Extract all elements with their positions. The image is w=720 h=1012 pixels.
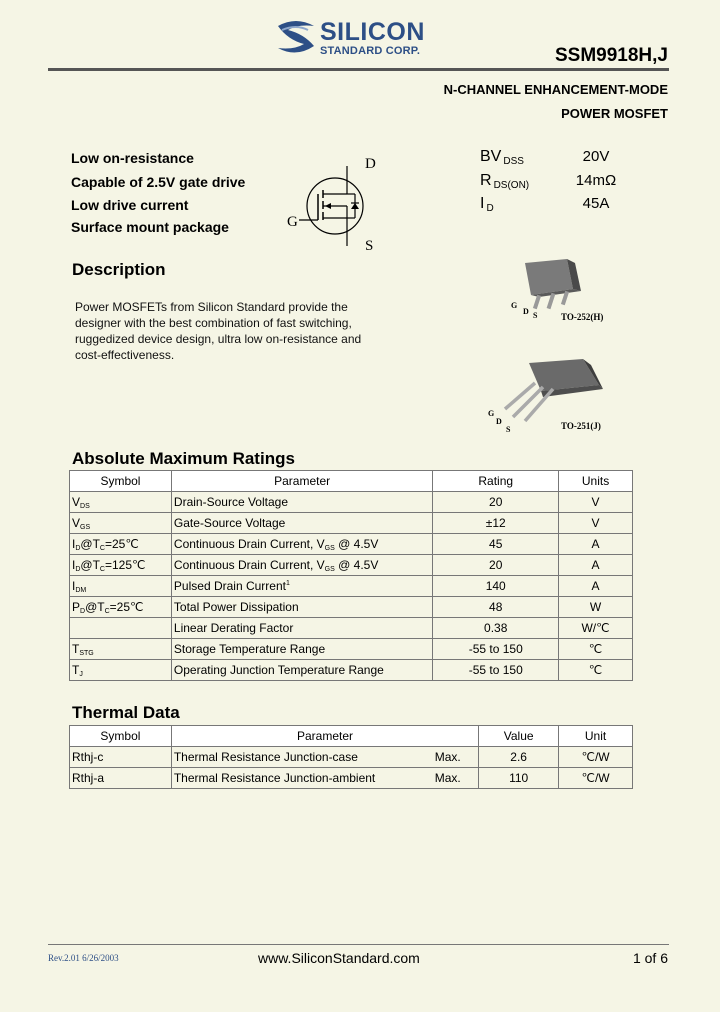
to252-label: TO-252(H) [561, 312, 604, 322]
table-row [70, 576, 633, 597]
unit-cell: ℃/W [559, 768, 633, 789]
sym: I [72, 536, 76, 551]
sym: I [72, 578, 76, 593]
symbol-cell [70, 639, 172, 660]
sym-sub: D [75, 565, 81, 573]
symbol-cell [70, 555, 172, 576]
schematic-pin-d: D [365, 156, 376, 172]
sym-sub: DS [80, 502, 90, 510]
table-row [70, 597, 633, 618]
thermal-heading: Thermal Data [72, 703, 180, 722]
qualifier-cell: Max. [433, 768, 479, 789]
part-number: SSM9918H,J [554, 45, 668, 66]
col-header: Symbol [70, 726, 172, 747]
spec-symbol-id [480, 195, 494, 214]
sym3: =25℃ [109, 599, 144, 614]
feature-item: Low on-resistance [71, 150, 194, 166]
footer-rule [48, 944, 669, 945]
description-text: Power MOSFETs from Silicon Standard provide the designer with the best combination of fast switching, ruggedized device design, ultra low on-resistance and cost-effectiveness. [75, 300, 362, 362]
unit-cell: A [559, 534, 633, 555]
spec-sub: D [486, 203, 494, 214]
thermal-table [69, 725, 633, 789]
table-row [70, 747, 633, 768]
sym2: @T [85, 599, 105, 614]
rating-cell: 45 [433, 534, 559, 555]
sym: V [72, 515, 81, 530]
sym: V [72, 494, 81, 509]
parameter-cell [171, 618, 432, 639]
unit-cell: A [559, 576, 633, 597]
parameter-cell [171, 597, 432, 618]
parameter-cell [171, 660, 432, 681]
unit-cell: V [559, 513, 633, 534]
spec-symbol-rdson [480, 172, 529, 191]
param: Drain-Source Voltage [173, 494, 288, 509]
symbol-cell [70, 513, 172, 534]
symbol-cell [70, 492, 172, 513]
param-sup: 1 [285, 579, 290, 587]
unit-cell: A [559, 555, 633, 576]
spec-symbol-bvdss [480, 148, 524, 167]
to252-pin-s: S [533, 311, 538, 320]
abs-max-table [69, 470, 633, 681]
logo-line2: STANDARD CORP. [320, 45, 421, 57]
col-header: Unit [559, 726, 633, 747]
sym: T [72, 641, 80, 656]
table-row [70, 768, 633, 789]
sym2: @T [80, 536, 100, 551]
rating-cell: 20 [433, 555, 559, 576]
footer-url[interactable]: www.SiliconStandard.com [258, 950, 420, 966]
spec-value-rdson: 14mΩ [575, 172, 617, 189]
mosfet-schematic [285, 156, 385, 256]
table-row [70, 639, 633, 660]
subtitle-line2: POWER MOSFET [561, 106, 668, 121]
feature-item: Capable of 2.5V gate drive [71, 174, 246, 190]
company-logo [274, 18, 444, 60]
table-row [70, 492, 633, 513]
rating-cell: ±12 [433, 513, 559, 534]
table-row [70, 555, 633, 576]
package-to252 [495, 255, 645, 330]
param-sub: GS [324, 565, 335, 573]
sym-sub: J [79, 670, 83, 678]
feature-item: Surface mount package [71, 219, 229, 235]
param: Gate-Source Voltage [173, 515, 286, 530]
parameter-cell [171, 492, 432, 513]
unit-cell: ℃/W [559, 747, 633, 768]
symbol-cell [70, 660, 172, 681]
param: Continuous Drain Current, V [173, 536, 325, 551]
sym-sub: D [80, 607, 86, 615]
sym-sub: D [75, 544, 81, 552]
unit-cell: V [559, 492, 633, 513]
parameter-cell: Thermal Resistance Junction-case [171, 747, 432, 768]
value-cell: 2.6 [479, 747, 559, 768]
symbol-cell: Rthj-a [70, 768, 172, 789]
parameter-cell [171, 513, 432, 534]
param: Continuous Drain Current, V [173, 557, 325, 572]
sym3: =125℃ [104, 557, 146, 572]
symbol-cell: Rthj-c [70, 747, 172, 768]
spec-value-bvdss: 20V [582, 148, 610, 165]
table-row [70, 513, 633, 534]
rating-cell: 0.38 [433, 618, 559, 639]
subtitle-line1: N-CHANNEL ENHANCEMENT-MODE [443, 82, 668, 97]
spec-sym: R [480, 172, 492, 189]
rating-cell: 20 [433, 492, 559, 513]
schematic-pin-g: G [287, 214, 298, 230]
col-header: Rating [433, 471, 559, 492]
spec-sub: DS(ON) [493, 180, 530, 191]
page-number: 1 of 6 [632, 950, 668, 966]
header-rule [48, 68, 669, 71]
param-tail: @ 4.5V [334, 557, 379, 572]
sym-sub: GS [80, 523, 91, 531]
param: Operating Junction Temperature Range [173, 662, 384, 677]
col-header: Units [559, 471, 633, 492]
col-header: Parameter [171, 726, 478, 747]
col-header: Symbol [70, 471, 172, 492]
qualifier-cell: Max. [433, 747, 479, 768]
rating-cell: -55 to 150 [433, 660, 559, 681]
to251-label: TO-251(J) [561, 421, 601, 431]
table-header-row [70, 726, 633, 747]
table-header-row [70, 471, 633, 492]
rating-cell: -55 to 150 [433, 639, 559, 660]
sym: I [72, 557, 76, 572]
symbol-cell [70, 597, 172, 618]
param: Total Power Dissipation [173, 599, 299, 614]
sym-sub2: C [99, 565, 105, 573]
parameter-cell: Thermal Resistance Junction-ambient [171, 768, 432, 789]
package-to251 [485, 355, 645, 435]
spec-value-id: 45A [582, 195, 610, 212]
to251-pin-d: D [496, 417, 502, 426]
sym-sub: STG [79, 649, 94, 657]
value-cell: 110 [479, 768, 559, 789]
parameter-cell [171, 555, 432, 576]
abs-max-heading: Absolute Maximum Ratings [72, 449, 295, 468]
param: Storage Temperature Range [173, 641, 326, 656]
sym-sub2: C [104, 607, 110, 615]
symbol-cell [70, 534, 172, 555]
sym-sub: DM [75, 586, 87, 594]
unit-cell: W/℃ [559, 618, 633, 639]
param: Pulsed Drain Current [173, 578, 286, 593]
param: Linear Derating Factor [173, 620, 294, 635]
schematic-pin-s: S [365, 238, 374, 254]
spec-sym: BV [480, 148, 502, 165]
sym-sub2: C [99, 544, 105, 552]
sym2: @T [80, 557, 100, 572]
table-row [70, 534, 633, 555]
param-sub: GS [324, 544, 335, 552]
logo-swoosh-icon [274, 18, 318, 58]
col-header: Value [479, 726, 559, 747]
col-header: Parameter [171, 471, 432, 492]
unit-cell: ℃ [559, 639, 633, 660]
symbol-cell [70, 618, 172, 639]
parameter-cell [171, 639, 432, 660]
rating-cell: 140 [433, 576, 559, 597]
to252-pin-d: D [523, 307, 529, 316]
feature-item: Low drive current [71, 197, 189, 213]
to251-pin-g: G [488, 409, 495, 418]
spec-sym: I [480, 195, 485, 212]
parameter-cell [171, 576, 432, 597]
description-heading: Description [72, 260, 166, 279]
sym: P [72, 599, 81, 614]
to251-pin-s: S [506, 425, 511, 434]
rating-cell: 48 [433, 597, 559, 618]
revision-text: Rev.2.01 6/26/2003 [48, 953, 119, 963]
unit-cell: ℃ [559, 660, 633, 681]
logo-line1: SILICON [320, 18, 425, 46]
table-row [70, 618, 633, 639]
param-tail: @ 4.5V [334, 536, 379, 551]
table-row [70, 660, 633, 681]
sym: T [72, 662, 80, 677]
symbol-cell [70, 576, 172, 597]
unit-cell: W [559, 597, 633, 618]
to252-pin-g: G [511, 301, 518, 310]
parameter-cell [171, 534, 432, 555]
sym3: =25℃ [104, 536, 139, 551]
spec-sub: DSS [503, 156, 524, 167]
